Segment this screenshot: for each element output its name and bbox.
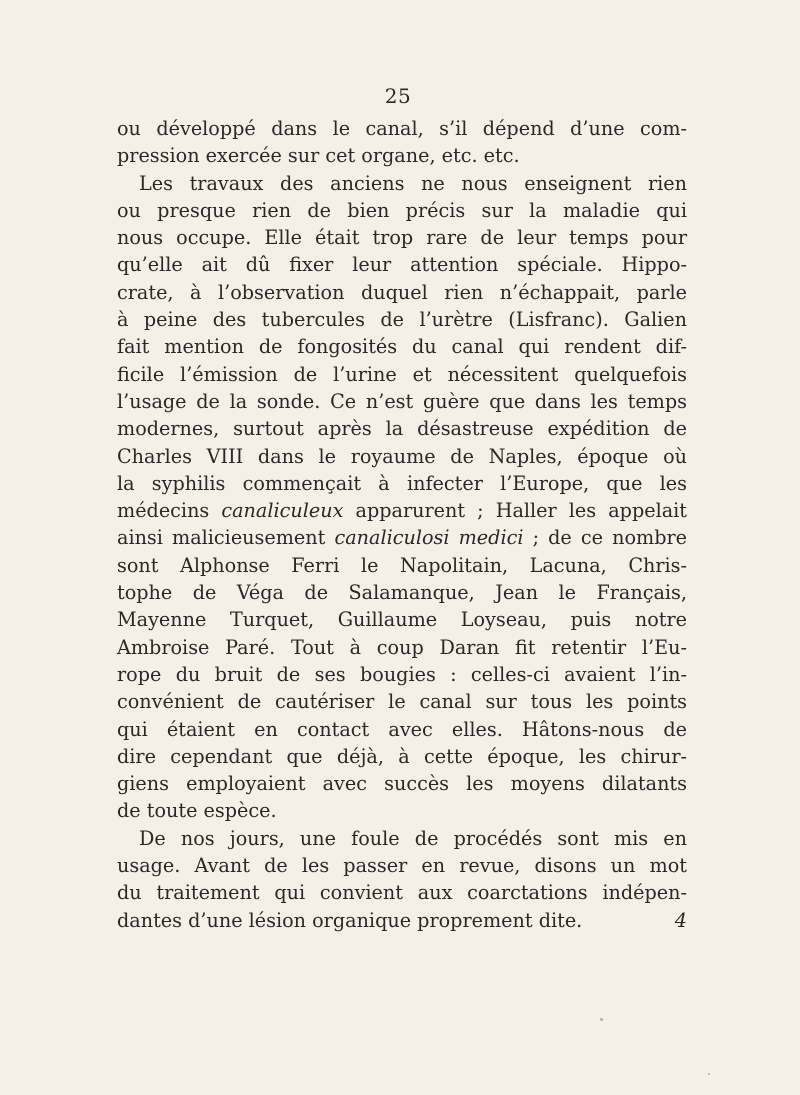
text-line: crate, à l’observation duquel rien n’échappait, parle	[117, 280, 687, 304]
text-line: fait mention de fongosités du canal qui rendent dif-	[117, 335, 687, 359]
text-line: de toute espèce.	[117, 799, 277, 823]
text-segment: ainsi malicieusement	[117, 526, 335, 550]
text-line: sont Alphonse Ferri le Napolitain, Lacuna, Chris-	[117, 553, 687, 577]
text-line: convénient de cautériser le canal sur tous les points	[117, 690, 687, 714]
text-line: ou développé dans le canal, s’il dépend d’une com-	[117, 117, 687, 140]
page-body	[117, 115, 687, 934]
page-number: 25	[384, 84, 412, 108]
paper-speck	[600, 1018, 603, 1021]
text-line: ou presque rien de bien précis sur la maladie qui	[117, 198, 687, 222]
text-line-with-italic	[117, 524, 687, 551]
text-line: l’usage de la sonde. Ce n’est guère que dans les temps	[117, 389, 687, 413]
text-line: à peine des tubercules de l’urètre (Lisfranc). Galien	[117, 308, 687, 332]
text-line: Charles VIII dans le royaume de Naples, époque où	[117, 444, 687, 468]
signature-mark: 4	[674, 908, 687, 932]
text-segment: dantes d’une lésion organique proprement dite.	[117, 908, 583, 932]
text-segment: médecins	[117, 499, 222, 523]
text-line: du traitement qui convient aux coarctations indépen-	[117, 881, 687, 905]
text-line: qui étaient en contact avec elles. Hâtons-nous de	[117, 717, 687, 741]
text-line: usage. Avant de les passer en revue, disons un mot	[117, 854, 687, 878]
text-line: nous occupe. Elle était trop rare de leur temps pour	[117, 226, 687, 250]
italic-term: canaliculeux	[221, 499, 344, 523]
text-segment: apparurent ; Haller les appelait	[343, 499, 688, 523]
text-line: Mayenne Turquet, Guillaume Loyseau, puis notre	[117, 608, 687, 632]
text-line: Ambroise Paré. Tout à coup Daran fit retentir l’Eu-	[117, 635, 687, 659]
paper-speck	[708, 1073, 710, 1075]
text-line: dire cependant que déjà, à cette époque, les chirur-	[117, 744, 687, 768]
text-line: la syphilis commençait à infecter l’Europe, que les	[117, 471, 687, 495]
text-line: pression exercée sur cet organe, etc. etc.	[117, 144, 520, 168]
text-line: De nos jours, une foule de procédés sont mis en	[139, 826, 687, 850]
italic-term: canaliculosi medici	[334, 526, 524, 550]
text-segment: ; de ce nombre	[523, 526, 688, 550]
text-line: rope du bruit de ses bougies : celles-ci avaient l’in-	[117, 662, 687, 686]
text-line: ficile l’émission de l’urine et nécessitent quelquefois	[117, 362, 687, 386]
text-line: giens employaient avec succès les moyens dilatants	[117, 772, 687, 796]
text-line: modernes, surtout après la désastreuse expédition de	[117, 417, 687, 441]
text-line: tophe de Véga de Salamanque, Jean le Français,	[117, 581, 687, 605]
text-line-with-italic	[117, 497, 687, 524]
text-line: qu’elle ait dû fixer leur attention spéciale. Hippo-	[117, 253, 687, 277]
text-line-with-signature	[117, 907, 687, 934]
text-line: Les travaux des anciens ne nous enseignent rien	[139, 171, 687, 195]
